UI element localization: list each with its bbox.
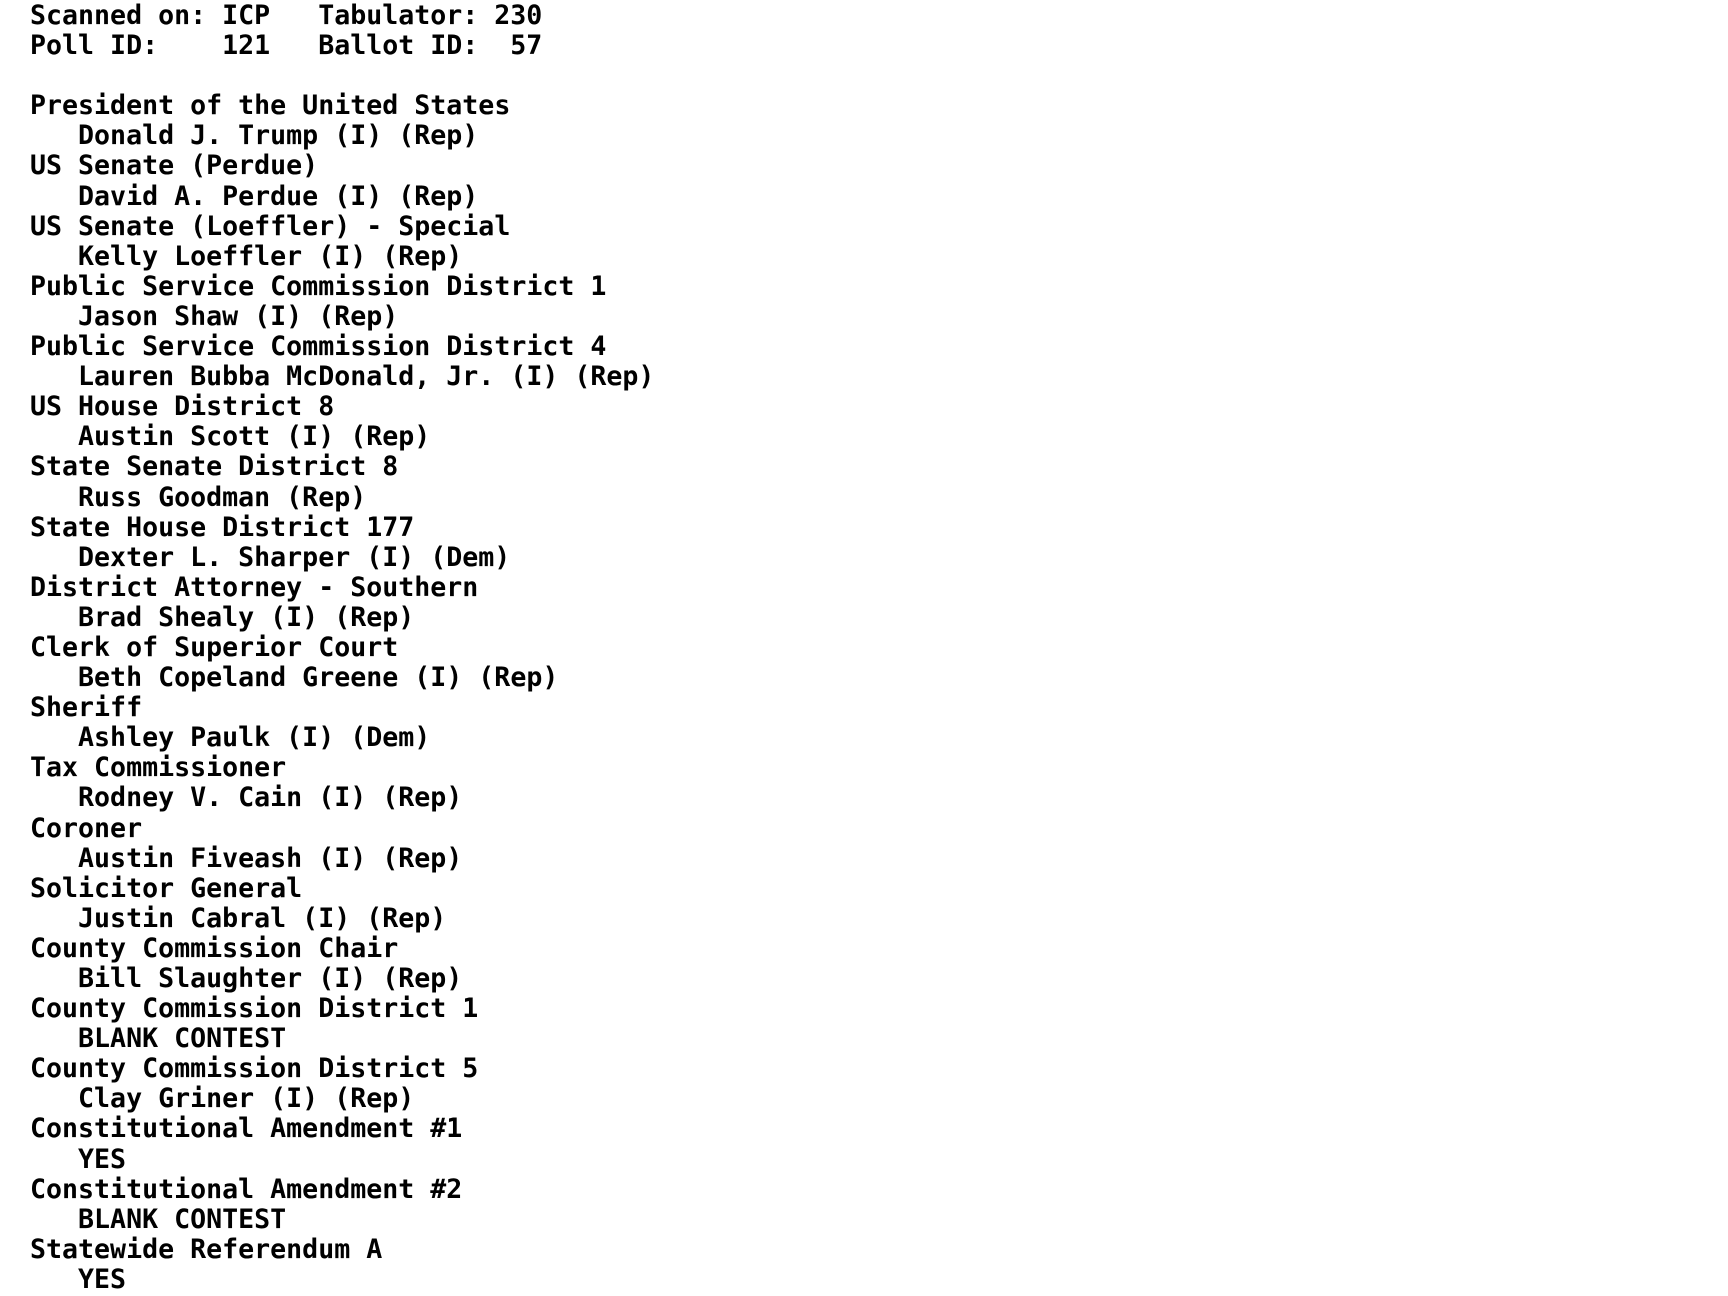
contest-selection: Beth Copeland Greene (I) (Rep) <box>78 662 559 694</box>
contest-title: US Senate (Perdue) <box>30 150 319 182</box>
contest-selection: Russ Goodman (Rep) <box>78 481 367 513</box>
tabulator-field <box>318 1 542 31</box>
contest-block <box>30 633 654 693</box>
contest-selection: Ashley Paulk (I) (Dem) <box>78 722 431 754</box>
contest-title: County Commission District 5 <box>30 1053 479 1085</box>
contest-block <box>30 814 654 874</box>
contest-title: President of the United States <box>30 90 511 122</box>
contest-selection: Rodney V. Cain (I) (Rep) <box>78 782 463 814</box>
contest-block <box>30 272 654 332</box>
scan-header-line-2 <box>30 31 654 61</box>
poll-id-label: Poll ID: <box>30 30 159 62</box>
contest-block <box>30 332 654 392</box>
contest-title: Public Service Commission District 4 <box>30 331 607 363</box>
contest-block <box>30 573 654 633</box>
contest-list <box>30 91 654 1295</box>
contest-title: Statewide Referendum A <box>30 1233 383 1265</box>
contest-title: Tax Commissioner <box>30 752 287 784</box>
contest-title: District Attorney - Southern <box>30 571 479 603</box>
contest-block <box>30 452 654 512</box>
tabulator-value: 230 <box>494 0 543 31</box>
contest-title: Public Service Commission District 1 <box>30 270 607 302</box>
contest-title: Solicitor General <box>30 872 303 904</box>
contest-title: Clerk of Superior Court <box>30 631 399 663</box>
contest-selection: Clay Griner (I) (Rep) <box>78 1083 415 1115</box>
contest-selection: Dexter L. Sharper (I) (Dem) <box>78 541 511 573</box>
contest-selection: YES <box>78 1263 127 1295</box>
contest-selection: BLANK CONTEST <box>78 1023 287 1055</box>
contest-block <box>30 1114 654 1174</box>
contest-selection: Donald J. Trump (I) (Rep) <box>78 120 479 152</box>
contest-block <box>30 91 654 151</box>
space <box>206 0 222 31</box>
contest-block <box>30 874 654 934</box>
poll-id-value: 121 <box>222 30 271 62</box>
contest-title: County Commission Chair <box>30 932 399 964</box>
contest-selection: David A. Perdue (I) (Rep) <box>78 180 479 212</box>
scanned-on-value: ICP <box>222 0 271 31</box>
contest-selection: Austin Fiveash (I) (Rep) <box>78 842 463 874</box>
contest-selection: Bill Slaughter (I) (Rep) <box>78 963 463 994</box>
contest-block <box>30 212 654 272</box>
contest-block <box>30 1175 654 1235</box>
scanned-on-label: Scanned on: <box>30 0 207 31</box>
contest-selection: Jason Shaw (I) (Rep) <box>78 300 399 332</box>
contest-block <box>30 151 654 211</box>
contest-title: Coroner <box>30 812 143 844</box>
contest-block <box>30 934 654 994</box>
contest-title: US House District 8 <box>30 391 335 423</box>
contest-title: Constitutional Amendment #2 <box>30 1173 463 1205</box>
contest-block <box>30 994 654 1054</box>
contest-selection: Kelly Loeffler (I) (Rep) <box>78 240 463 272</box>
contest-title: US Senate (Loeffler) - Special <box>30 210 511 242</box>
contest-title: Sheriff <box>30 692 143 724</box>
contest-selection: BLANK CONTEST <box>78 1203 287 1235</box>
ballot-id-value: 57 <box>510 30 543 62</box>
contest-block <box>30 753 654 813</box>
contest-title: Constitutional Amendment #1 <box>30 1113 463 1145</box>
contest-selection: YES <box>78 1143 127 1175</box>
cast-vote-record <box>30 1 654 1295</box>
contest-block <box>30 513 654 573</box>
contest-block <box>30 693 654 753</box>
ballot-id-label: Ballot ID: <box>318 30 479 62</box>
contest-block <box>30 392 654 452</box>
contest-block <box>30 1054 654 1114</box>
scan-header-line-1 <box>30 1 654 31</box>
contest-title: State Senate District 8 <box>30 451 399 483</box>
contest-selection: Austin Scott (I) (Rep) <box>78 421 431 453</box>
contest-selection: Justin Cabral (I) (Rep) <box>78 902 447 934</box>
contest-title: State House District 177 <box>30 511 415 543</box>
contest-selection: Lauren Bubba McDonald, Jr. (I) (Rep) <box>78 361 655 393</box>
contest-selection: Brad Shealy (I) (Rep) <box>78 601 415 633</box>
tabulator-label: Tabulator: <box>318 0 479 31</box>
scanned-on-field <box>30 1 318 31</box>
ballot-id-field <box>318 31 542 61</box>
contest-block <box>30 1235 654 1295</box>
contest-title: County Commission District 1 <box>30 993 479 1025</box>
